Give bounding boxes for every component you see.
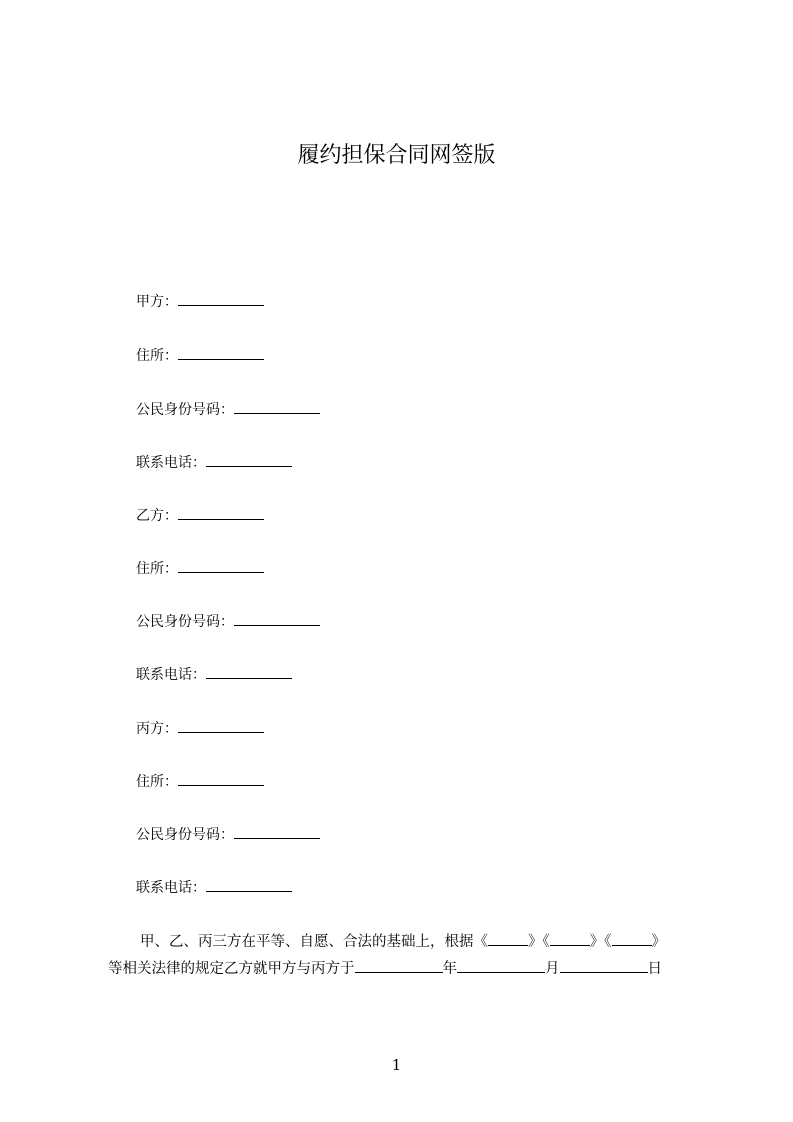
blank-line (178, 291, 264, 306)
field-label: 住所： (136, 561, 178, 577)
year-label: 年 (442, 961, 457, 977)
blank-line (206, 452, 292, 467)
bracket-open: 《 (473, 934, 488, 950)
paragraph-text: 甲、乙、丙三方在平等、自愿、合法的基础上，根据 (140, 934, 474, 950)
blank-line (560, 958, 648, 973)
party-c-id-field (136, 824, 320, 845)
party-a-id-field (136, 399, 320, 420)
month-label: 月 (545, 961, 560, 977)
blank-line (178, 771, 264, 786)
blank-line (612, 931, 652, 946)
field-label: 联系电话： (136, 880, 206, 896)
blank-line (234, 399, 320, 414)
party-b-phone-field (136, 664, 292, 685)
blank-line (550, 931, 590, 946)
party-a-address-field (136, 345, 264, 366)
party-b-address-field (136, 558, 264, 579)
field-label: 乙方： (136, 508, 178, 524)
blank-line (206, 877, 292, 892)
blank-line (178, 505, 264, 520)
bracket-close: 》 (528, 934, 543, 950)
blank-line (457, 958, 545, 973)
document-title: 履约担保合同网签版 (297, 143, 496, 168)
party-c-address-field (136, 771, 264, 792)
bracket-close: 》 (589, 934, 605, 950)
field-label: 公民身份号码： (136, 614, 234, 630)
field-label: 联系电话： (136, 667, 206, 683)
field-label: 公民身份号码： (136, 827, 234, 843)
party-a-name-field (136, 291, 264, 312)
bracket-open: 《 (542, 934, 550, 950)
party-a-phone-field (136, 452, 292, 473)
party-b-id-field (136, 611, 320, 632)
blank-line (178, 345, 264, 360)
party-b-name-field (136, 505, 264, 526)
field-label: 联系电话： (136, 455, 206, 471)
blank-line (178, 718, 264, 733)
blank-line (355, 958, 443, 973)
page-number: 1 (391, 1056, 402, 1074)
day-label: 日 (647, 961, 662, 977)
agreement-paragraph-line-1 (140, 931, 666, 952)
agreement-paragraph-line-2 (108, 958, 662, 979)
field-label: 住所： (136, 348, 178, 364)
party-c-phone-field (136, 877, 292, 898)
field-label: 丙方： (136, 721, 178, 737)
blank-line (206, 664, 292, 679)
bracket-close: 》 (651, 934, 666, 950)
field-label: 甲方： (136, 294, 178, 310)
field-label: 公民身份号码： (136, 402, 234, 418)
party-c-name-field (136, 718, 264, 739)
blank-line (234, 824, 320, 839)
blank-line (178, 558, 264, 573)
bracket-open: 《 (604, 934, 612, 950)
blank-line (234, 611, 320, 626)
field-label: 住所： (136, 774, 178, 790)
blank-line (488, 931, 528, 946)
paragraph-text: 等相关法律的规定乙方就甲方与丙方于 (108, 961, 355, 977)
